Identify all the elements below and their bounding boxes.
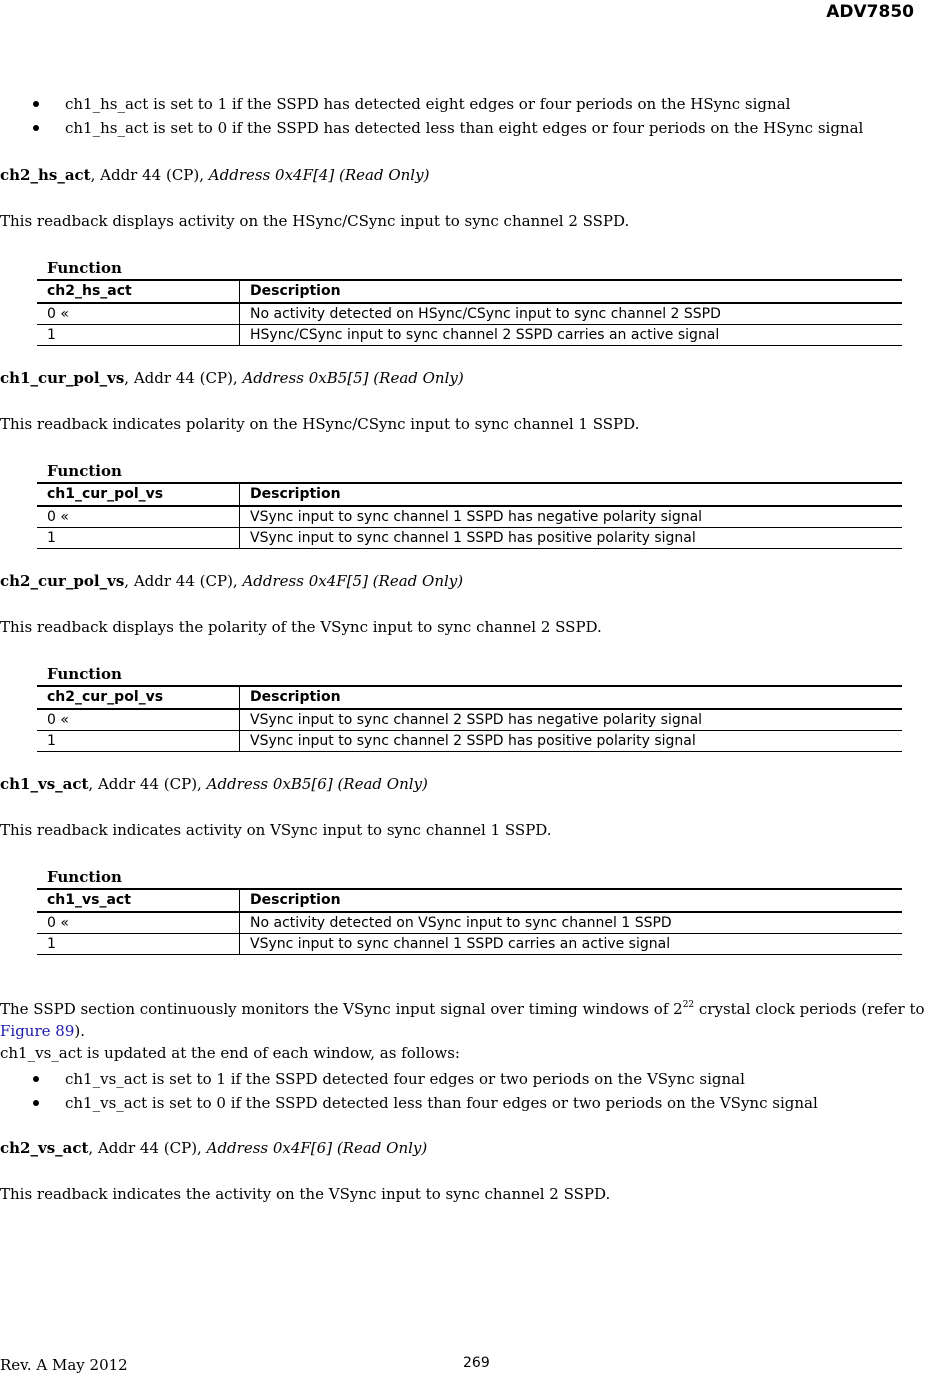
table-row bbox=[37, 731, 902, 752]
table-caption: Function bbox=[47, 868, 122, 886]
table-row bbox=[37, 507, 902, 528]
register-name: ch1_vs_act bbox=[0, 775, 89, 793]
table-cell: 0 « bbox=[37, 913, 240, 933]
table-caption: Function bbox=[47, 665, 122, 683]
register-address: Address 0x4F[6] (Read Only) bbox=[206, 1139, 428, 1157]
table-header-cell: Description bbox=[250, 892, 341, 908]
table-header-cell: ch2_cur_pol_vs bbox=[37, 687, 240, 708]
sspd-paragraph-line1 bbox=[0, 998, 950, 1042]
bullet-list-vs bbox=[0, 1068, 818, 1116]
footer-revision: Rev. A May 2012 bbox=[0, 1356, 128, 1374]
register-description: This readback indicates activity on VSync input to sync channel 1 SSPD. bbox=[0, 821, 552, 839]
register-address: Address 0xB5[5] (Read Only) bbox=[242, 369, 464, 387]
figure-89-link[interactable]: Figure 89 bbox=[0, 1022, 75, 1040]
table-row bbox=[37, 528, 902, 549]
register-address: Address 0xB5[6] (Read Only) bbox=[206, 775, 428, 793]
register-heading-ch1-cur-pol-vs bbox=[0, 367, 464, 389]
sspd-text-after: ). bbox=[74, 1022, 85, 1040]
table-header-cell: Description bbox=[250, 283, 341, 299]
sspd-paragraph bbox=[0, 998, 950, 1064]
register-name: ch2_hs_act bbox=[0, 166, 91, 184]
register-description: This readback indicates the activity on the VSync input to sync channel 2 SSPD. bbox=[0, 1185, 611, 1203]
table-header-cell: ch2_hs_act bbox=[37, 281, 240, 302]
function-table-ch2-cur-pol-vs bbox=[37, 663, 902, 752]
bullet-item: ch1_hs_act is set to 1 if the SSPD has detected eight edges or four periods on the HSync signal bbox=[0, 93, 863, 117]
register-heading-ch1-vs-act bbox=[0, 773, 428, 795]
register-addr: , Addr 44 (CP), bbox=[88, 1139, 207, 1157]
register-address: Address 0x4F[5] (Read Only) bbox=[242, 572, 464, 590]
table-cell: 1 bbox=[37, 325, 240, 345]
table-row bbox=[37, 710, 902, 731]
bullet-list-hs bbox=[0, 93, 863, 141]
table-cell: No activity detected on HSync/CSync input to sync channel 2 SSPD bbox=[250, 306, 721, 322]
register-addr: , Addr 44 (CP), bbox=[88, 775, 207, 793]
table-cell: VSync input to sync channel 1 SSPD carries an active signal bbox=[250, 936, 671, 952]
table-cell: No activity detected on VSync input to sync channel 1 SSPD bbox=[250, 915, 672, 931]
table-row bbox=[37, 304, 902, 325]
register-addr: , Addr 44 (CP), bbox=[124, 369, 243, 387]
page-number: 269 bbox=[463, 1355, 490, 1371]
table-cell: HSync/CSync input to sync channel 2 SSPD carries an active signal bbox=[250, 327, 720, 343]
table-cell: 0 « bbox=[37, 304, 240, 324]
register-addr: , Addr 44 (CP), bbox=[90, 166, 209, 184]
table-header-cell: Description bbox=[250, 486, 341, 502]
table-caption: Function bbox=[47, 259, 122, 277]
register-heading-ch2-vs-act bbox=[0, 1137, 427, 1159]
table-cell: 1 bbox=[37, 731, 240, 751]
register-heading-ch2-cur-pol-vs bbox=[0, 570, 463, 592]
sspd-exponent: 22 bbox=[682, 1000, 695, 1010]
register-description: This readback displays the polarity of the VSync input to sync channel 2 SSPD. bbox=[0, 618, 602, 636]
register-name: ch2_cur_pol_vs bbox=[0, 572, 125, 590]
table-cell: VSync input to sync channel 2 SSPD has positive polarity signal bbox=[250, 733, 696, 749]
sspd-text-mid: crystal clock periods (refer to bbox=[694, 1000, 925, 1018]
register-description: This readback indicates polarity on the HSync/CSync input to sync channel 1 SSPD. bbox=[0, 415, 640, 433]
table-caption: Function bbox=[47, 462, 122, 480]
table-cell: VSync input to sync channel 1 SSPD has negative polarity signal bbox=[250, 509, 703, 525]
table-header-cell: Description bbox=[250, 689, 341, 705]
table-cell: VSync input to sync channel 1 SSPD has positive polarity signal bbox=[250, 530, 696, 546]
bullet-item: ch1_hs_act is set to 0 if the SSPD has detected less than eight edges or four periods on the HSync signal bbox=[0, 117, 863, 141]
bullet-item: ch1_vs_act is set to 0 if the SSPD detected less than four edges or two periods on the VSync signal bbox=[0, 1092, 818, 1116]
table-header-row bbox=[37, 279, 902, 304]
register-address: Address 0x4F[4] (Read Only) bbox=[208, 166, 430, 184]
function-table-ch1-vs-act bbox=[37, 866, 902, 955]
bullet-item: ch1_vs_act is set to 1 if the SSPD detected four edges or two periods on the VSync signal bbox=[0, 1068, 818, 1092]
table-header-cell: ch1_cur_pol_vs bbox=[37, 484, 240, 505]
table-cell: 1 bbox=[37, 934, 240, 954]
table-cell: 1 bbox=[37, 528, 240, 548]
table-row bbox=[37, 325, 902, 346]
register-name: ch1_cur_pol_vs bbox=[0, 369, 125, 387]
register-description: This readback displays activity on the HSync/CSync input to sync channel 2 SSPD. bbox=[0, 212, 630, 230]
table-header-row bbox=[37, 685, 902, 710]
table-header-row bbox=[37, 482, 902, 507]
register-name: ch2_vs_act bbox=[0, 1139, 89, 1157]
register-addr: , Addr 44 (CP), bbox=[124, 572, 243, 590]
table-header-cell: ch1_vs_act bbox=[37, 890, 240, 911]
table-cell: 0 « bbox=[37, 710, 240, 730]
table-cell: VSync input to sync channel 2 SSPD has negative polarity signal bbox=[250, 712, 703, 728]
table-row bbox=[37, 913, 902, 934]
function-table-ch2-hs-act bbox=[37, 257, 902, 346]
table-row bbox=[37, 934, 902, 955]
table-header-row bbox=[37, 888, 902, 913]
document-title: ADV7850 bbox=[826, 2, 914, 22]
sspd-text-before: The SSPD section continuously monitors the VSync input signal over timing windows of 2 bbox=[0, 1000, 683, 1018]
register-heading-ch2-hs-act bbox=[0, 164, 429, 186]
function-table-ch1-cur-pol-vs bbox=[37, 460, 902, 549]
sspd-paragraph-line2: ch1_vs_act is updated at the end of each window, as follows: bbox=[0, 1044, 460, 1062]
table-cell: 0 « bbox=[37, 507, 240, 527]
